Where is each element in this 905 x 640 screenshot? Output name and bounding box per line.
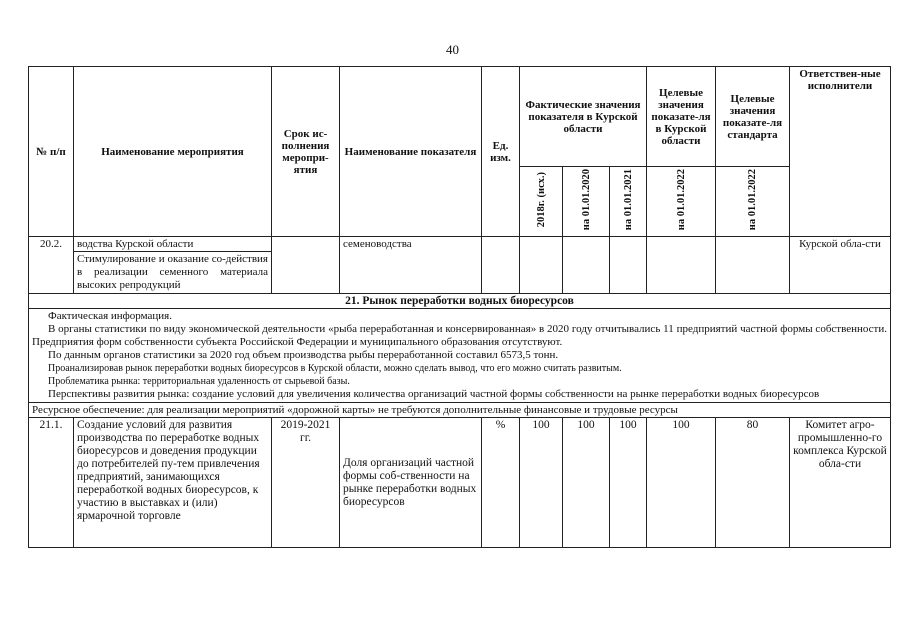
header-col-2021 (610, 167, 647, 237)
row-21-1-value-2020: 100 (563, 418, 610, 548)
header-col-2018 (520, 167, 563, 237)
row-21-1-responsible: Комитет агро-промышленно-го комплекса Курской обла-сти (790, 418, 891, 548)
header-actual-values: Фактические значения показателя в Курской области (520, 67, 647, 167)
row-21-1-num: 21.1. (29, 418, 74, 548)
header-col-2020 (563, 167, 610, 237)
header-num: № п/п (29, 67, 74, 237)
header-activity: Наименование мероприятия (74, 67, 272, 237)
row-21-1-activity: Создание условий для развития производства по переработке водных биоресурсов и доведения продукции до потребителей пу-тем привлечения предприятий, занимающихся переработкой водных биоресурсов, к участию в выставках и (или) ярмарочной торговле (74, 418, 272, 548)
row-20-2-num: 20.2. (29, 237, 74, 294)
header-responsible: Ответствен-ные исполнители (790, 67, 891, 237)
header-row-top (29, 67, 891, 167)
roadmap-table (28, 66, 891, 548)
row-cont-2018 (520, 237, 563, 294)
header-col-2018-label: 2018г. (исх.) (535, 172, 547, 228)
info-paragraph-5: Проблематика рынка: территориальная удаленность от сырьевой базы. (48, 376, 350, 387)
header-target-standard: Целевые значения показате-ля стандарта (716, 67, 790, 167)
info-paragraph-2: В органы статистики по виду экономической деятельности «рыба переработанная и консервированная» в 2020 году отчитывались 11 предприятий частной формы собственности. Предприятия форм собственности субъекта Российской Федерации и муниципального образования отсутствуют. (32, 323, 887, 348)
row-cont-2020 (563, 237, 610, 294)
row-cont-responsible: Курской обла-сти (790, 237, 891, 294)
table-row-continuation (29, 237, 891, 252)
page-number: 40 (446, 42, 459, 57)
row-21-1-value-2022-standard: 80 (716, 418, 790, 548)
header-col-2020-label: на 01.01.2020 (580, 169, 592, 231)
row-cont-activity: водства Курской области (74, 237, 272, 252)
header-indicator: Наименование показателя (340, 67, 482, 237)
row-21-1-indicator: Доля организаций частной формы соб-ственности на рынке переработки водных биоресурсов (340, 418, 482, 548)
info-paragraph-6: Перспективы развития рынка: создание условий для увеличения количества организаций частной формы собственности на рынке переработки водных биоресурсов (48, 388, 820, 400)
row-cont-unit (482, 237, 520, 294)
row-20-2-activity: Стимулирование и оказание со-действия в реализации семенного материала высоких репродукций (74, 252, 272, 294)
header-col-2022-region-label: на 01.01.2022 (675, 169, 687, 231)
section-info-row (29, 309, 891, 403)
table-row-21-1 (29, 418, 891, 548)
section-21-resources: Ресурсное обеспечение: для реализации мероприятий «дорожной карты» не требуются дополнительные финансовые и трудовые ресурсы (29, 403, 891, 418)
row-cont-2021 (610, 237, 647, 294)
header-col-2022-standard (716, 167, 790, 237)
section-21-title: 21. Рынок переработки водных биоресурсов (29, 294, 891, 309)
row-cont-term (272, 237, 340, 294)
header-col-2022-region (647, 167, 716, 237)
section-21-info (29, 309, 891, 403)
section-resources-row (29, 403, 891, 418)
row-cont-2022-region (647, 237, 716, 294)
info-paragraph-3: По данным органов статистики за 2020 год объем производства рыбы переработанной составил 6573,5 тонн. (48, 349, 559, 361)
header-col-2022-standard-label: на 01.01.2022 (747, 169, 758, 231)
row-21-1-value-2021: 100 (610, 418, 647, 548)
row-21-1-term: 2019-2021 гг. (272, 418, 340, 548)
row-21-1-value-2022-region: 100 (647, 418, 716, 548)
header-target-region: Целевые значения показате-ля в Курской области (647, 67, 716, 167)
section-title-row (29, 294, 891, 309)
header-term: Срок ис-полнения меропри-ятия (272, 67, 340, 237)
info-paragraph-4: Проанализировав рынок переработки водных биоресурсов в Курской области, можно сделать вывод, что его можно считать развитым. (48, 363, 622, 374)
row-21-1-unit: % (482, 418, 520, 548)
row-cont-2022-standard (716, 237, 790, 294)
row-cont-indicator: семеноводства (340, 237, 482, 294)
row-21-1-value-2018: 100 (520, 418, 563, 548)
header-unit: Ед. изм. (482, 67, 520, 237)
header-col-2021-label: на 01.01.2021 (622, 169, 634, 231)
info-paragraph-1: Фактическая информация. (48, 310, 172, 322)
